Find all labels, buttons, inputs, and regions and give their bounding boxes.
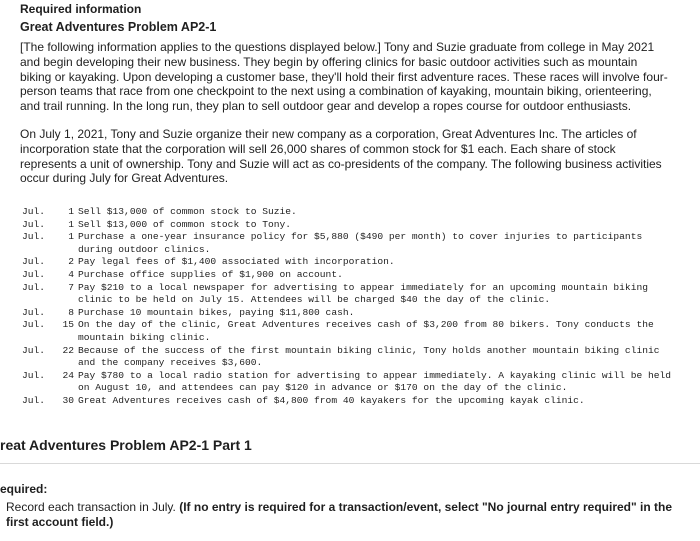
required-label: equired: xyxy=(0,482,48,496)
transaction-day: 7 xyxy=(68,281,74,293)
transaction-day: 22 xyxy=(62,344,74,356)
transaction-text: Sell $13,000 of common stock to Suzie. xyxy=(78,206,297,217)
transaction-day: 2 xyxy=(68,256,74,268)
transaction-day: 1 xyxy=(68,218,74,230)
transaction-row xyxy=(22,219,672,232)
transaction-row xyxy=(22,370,672,395)
transaction-list xyxy=(22,206,672,408)
transaction-text: Pay legal fees of $1,400 associated with incorporation. xyxy=(78,256,395,268)
transaction-text: Pay $780 to a local radio station for advertising to appear immediately. A kayaking clinic will be held on August 10, and attendees can pay $120 in advance or $170 on the day of the clinic. xyxy=(78,369,671,394)
transaction-text: Purchase a one-year insurance policy for $5,880 ($490 per month) to cover injuries to participants during outdoor clinics. xyxy=(78,231,643,255)
transaction-row xyxy=(22,256,672,269)
company-paragraph: On July 1, 2021, Tony and Suzie organize their new company as a corporation, Great Adventures Inc. The articles of incorporation state that the corporation will sell 26,000 shares of common stock for $1 each. Each share of stock represents a unit of ownership. Tony and Suzie will act as co-presidents of the company. The following business activities occur during July for Great Adventures. xyxy=(20,127,662,186)
transaction-row xyxy=(22,206,672,219)
transaction-month: Jul. xyxy=(22,256,46,268)
transaction-day: 1 xyxy=(68,231,74,243)
transaction-text: Purchase 10 mountain bikes, paying $11,800 cash. xyxy=(78,306,355,318)
transaction-month: Jul. xyxy=(22,218,46,230)
transaction-row xyxy=(22,345,672,370)
transaction-text: Because of the success of the first mountain biking clinic, Tony holds another mountain biking clinic and the company receives $3,600. xyxy=(78,344,660,369)
transaction-day: 15 xyxy=(62,319,74,331)
transaction-month: Jul. xyxy=(22,231,46,243)
transaction-row xyxy=(22,269,672,282)
section-divider xyxy=(0,463,700,464)
instruction-plain: Record each transaction in July. xyxy=(6,500,176,514)
transaction-day: 24 xyxy=(62,369,74,381)
transaction-row xyxy=(22,319,672,344)
transaction-text: Pay $210 to a local newspaper for advertising to appear immediately for an upcoming mountain biking clinic to be held on July 15. Attendees will be charged $40 the day of the clinic. xyxy=(78,281,648,306)
transaction-month: Jul. xyxy=(22,268,46,280)
transaction-month: Jul. xyxy=(22,206,46,217)
transaction-row xyxy=(22,231,672,256)
transaction-month: Jul. xyxy=(22,394,46,406)
transaction-month: Jul. xyxy=(22,319,46,331)
transaction-row xyxy=(22,395,672,408)
transaction-day: 30 xyxy=(62,394,74,406)
transaction-text: Purchase office supplies of $1,900 on account. xyxy=(78,268,343,280)
problem-title: Great Adventures Problem AP2-1 xyxy=(20,20,217,34)
instruction-bold: (If no entry is required for a transaction/event, select "No journal entry required" in the first account field.) xyxy=(6,500,673,529)
transaction-row xyxy=(22,307,672,320)
transaction-text: Great Adventures receives cash of $4,800 from 40 kayakers for the upcoming kayak clinic. xyxy=(78,394,585,406)
transaction-month: Jul. xyxy=(22,281,46,293)
transaction-text: Sell $13,000 of common stock to Tony. xyxy=(78,218,292,230)
transaction-day: 1 xyxy=(68,206,74,217)
transaction-day: 4 xyxy=(68,268,74,280)
transaction-row xyxy=(22,282,672,307)
transaction-day: 8 xyxy=(68,306,74,318)
transaction-text: On the day of the clinic, Great Adventures receives cash of $3,200 from 80 bikers. Tony conducts the mountain biking clinic. xyxy=(78,319,654,343)
transaction-month: Jul. xyxy=(22,344,46,356)
required-information-label: Required information xyxy=(20,2,142,16)
part-title: reat Adventures Problem AP2-1 Part 1 xyxy=(0,437,252,453)
intro-paragraph: [The following information applies to the questions displayed below.] Tony and Suzie graduate from college in May 2021 and begin developing their new business. They begin by offering clinics for basic outdoor activities such as mountain biking or kayaking. Upon developing a customer base, they'll hold their first adventure races. These races will involve four-person teams that race from one checkpoint to the next using a combination of kayaking, mountain biking, orienteering, and trail running. In the long run, they plan to sell outdoor gear and develop a ropes course for outdoor enthusiasts. xyxy=(20,40,668,114)
transaction-month: Jul. xyxy=(22,369,46,381)
instruction-text xyxy=(6,500,686,530)
transaction-month: Jul. xyxy=(22,306,46,318)
